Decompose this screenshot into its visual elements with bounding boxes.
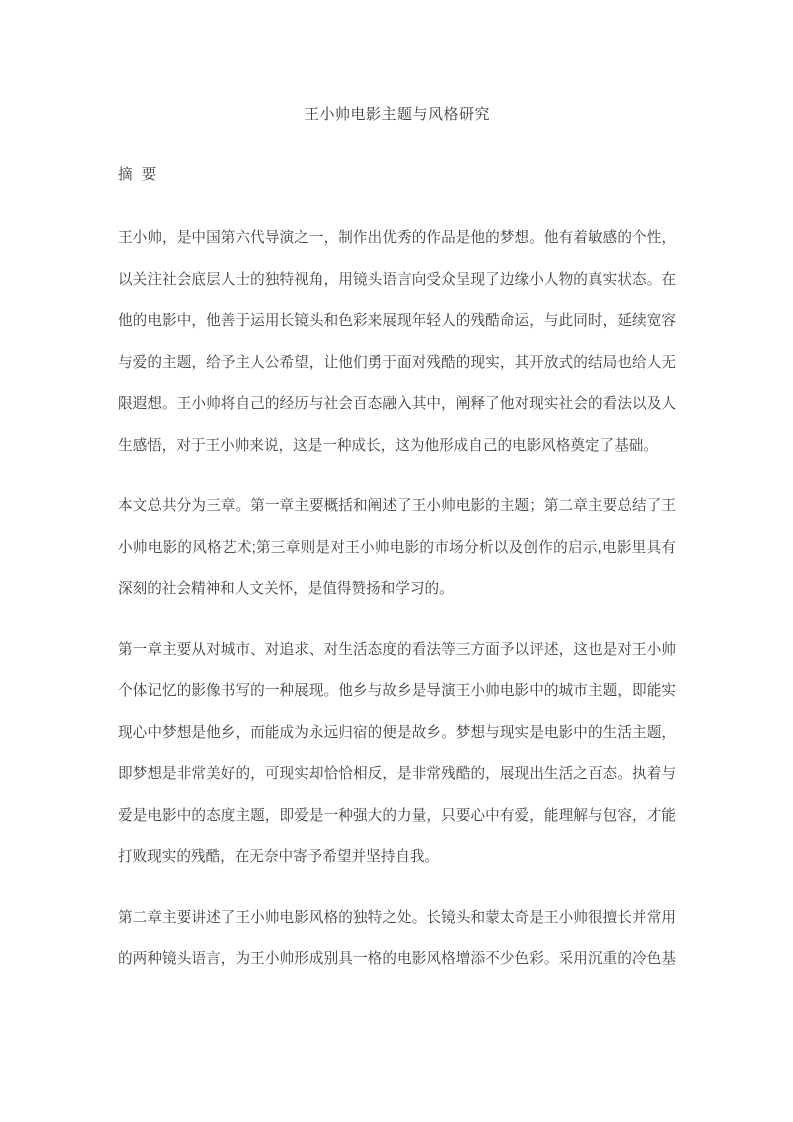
paragraph xyxy=(118,630,676,879)
text-line: 他的电影中，他善于运用长镜头和色彩来展现年轻人的残酷命运，与此同时，延续宽容 xyxy=(118,313,676,329)
text-line: 小帅电影的风格艺术;第三章则是对王小帅电影的市场分析以及创作的启示,电影里具有 xyxy=(118,539,676,556)
text-line: 第一章主要从对城市、对追求、对生活态度的看法等三方面予以评述，这也是对王小帅 xyxy=(118,641,676,658)
paragraphs xyxy=(118,218,676,981)
text-line: 与爱的主题，给予主人公希望，让他们勇于面对残酷的现实，其开放式的结局也给人无 xyxy=(118,354,676,371)
paragraph xyxy=(118,218,676,467)
document-title: 王小帅电影主题与风格研究 xyxy=(303,106,490,123)
abstract-heading: 摘 要 xyxy=(118,166,157,183)
text-line: 生感悟，对于王小帅来说，这是一种成长，这为他形成自己的电影风格奠定了基础。 xyxy=(118,437,658,454)
text-line: 个体记忆的影像书写的一种展现。他乡与故乡是导演王小帅电影中的城市主题，即能实 xyxy=(118,683,676,699)
text-line: 爱是电影中的态度主题，即爱是一种强大的力量，只要心中有爱，能理解与包容，才能 xyxy=(118,807,676,824)
text-line: 即梦想是非常美好的，可现实却恰恰相反，是非常残酷的，展现出生活之百态。执着与 xyxy=(118,766,676,782)
text-line: 第二章主要讲述了王小帅电影风格的独特之处。长镜头和蒙太奇是王小帅很擅长并常用 xyxy=(118,909,676,926)
paragraph xyxy=(118,486,676,611)
text-line: 以关注社会底层人士的独特视角，用镜头语言向受众呈现了边缘小人物的真实状态。在 xyxy=(118,271,676,288)
text-line: 限遐想。王小帅将自己的经历与社会百态融入其中，阐释了他对现实社会的看法以及人 xyxy=(118,396,676,412)
text-line: 王小帅，是中国第六代导演之一，制作出优秀的作品是他的梦想。他有着敏感的个性， xyxy=(118,230,676,246)
paragraph xyxy=(118,898,676,981)
text-line: 本文总共分为三章。第一章主要概括和阐述了王小帅电影的主题；第二章主要总结了王 xyxy=(118,498,676,514)
text-line: 深刻的社会精神和人文关怀，是值得赞扬和学习的。 xyxy=(118,581,454,597)
text-line: 现心中梦想是他乡，而能成为永远归宿的便是故乡。梦想与现实是电影中的生活主题， xyxy=(118,724,676,741)
text-line: 的两种镜头语言，为王小帅形成别具一格的电影风格增添不少色彩。采用沉重的冷色基 xyxy=(118,951,676,967)
text-line: 打败现实的残酷，在无奈中寄予希望并坚持自我。 xyxy=(118,849,440,865)
